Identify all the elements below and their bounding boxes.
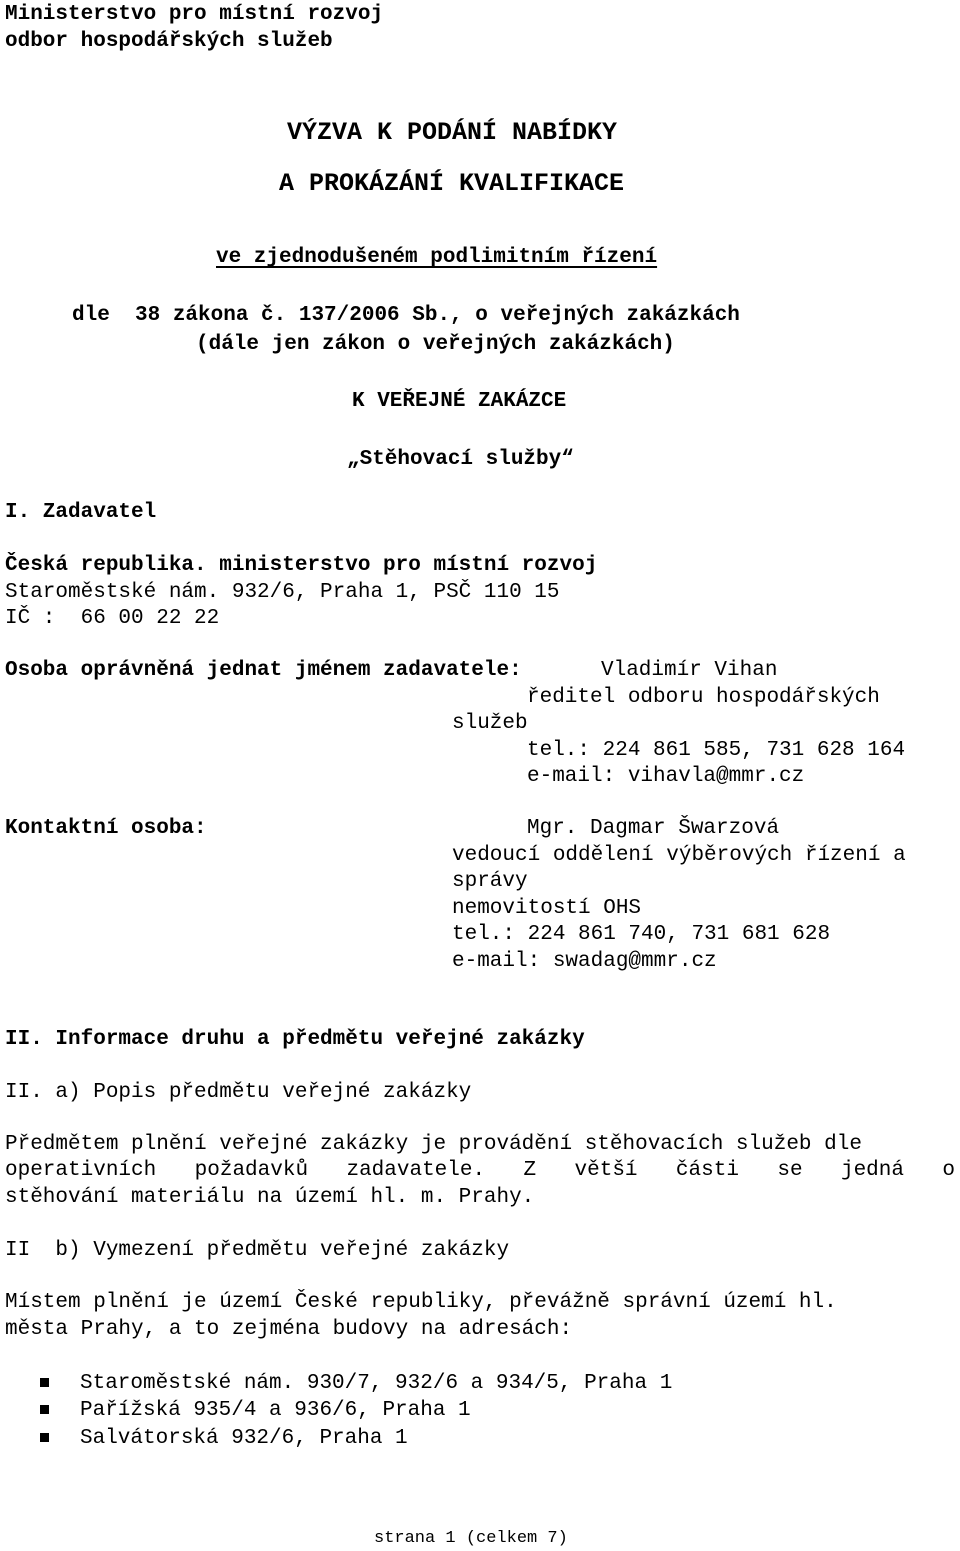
section-2a-heading: II. a) Popis předmětu veřejné zakázky	[5, 1081, 472, 1104]
law-reference-line-2: (dále jen zákon o veřejných zakázkách)	[196, 333, 675, 356]
list-item: Staroměstské nám. 930/7, 932/6 a 934/5, Praha 1	[80, 1372, 673, 1395]
law-reference-line-1: dle 38 zákona č. 137/2006 Sb., o veřejných zakázkách	[72, 304, 740, 327]
contact-person-email[interactable]: e-mail: swadag@mmr.cz	[452, 950, 717, 973]
header-ministry: Ministerstvo pro místní rozvoj	[5, 3, 384, 26]
procedure-type: ve zjednodušeném podlimitním řízení	[216, 246, 658, 269]
section-2b-heading: II b) Vymezení předmětu veřejné zakázky	[5, 1239, 510, 1262]
contact-person-role-1: vedoucí oddělení výběrových řízení a	[452, 844, 906, 867]
contact-person-phone: tel.: 224 861 740, 731 681 628	[452, 923, 831, 946]
authorized-person-role-1: ředitel odboru hospodářských	[527, 686, 880, 709]
contracting-authority-address: Staroměstské nám. 932/6, Praha 1, PSČ 110 15	[5, 581, 560, 604]
section-2-heading: II. Informace druhu a předmětu veřejné zakázky	[5, 1028, 585, 1051]
list-item: Salvátorská 932/6, Praha 1	[80, 1427, 408, 1450]
authorized-person-email[interactable]: e-mail: vihavla@mmr.cz	[527, 765, 805, 788]
page-number: strana 1 (celkem 7)	[374, 1529, 568, 1548]
authorized-person-role-2: služeb	[452, 712, 528, 735]
contact-person-role-3: nemovitostí OHS	[452, 897, 642, 920]
section-2b-text-line-2: města Prahy, a to zejména budovy na adresách:	[5, 1318, 573, 1341]
section-2b-text-line-1: Místem plnění je území České republiky, převážně správní území hl.	[5, 1291, 837, 1314]
authorized-person-name: Vladimír Vihan	[601, 659, 778, 682]
header-department: odbor hospodářských služeb	[5, 30, 333, 53]
contact-person-name: Mgr. Dagmar Šwarzová	[527, 817, 780, 840]
bullet-square-icon	[40, 1405, 49, 1414]
contract-heading: K VEŘEJNÉ ZAKÁZCE	[352, 390, 567, 413]
contracting-authority-name: Česká republika. ministerstvo pro místní rozvoj	[5, 554, 598, 577]
contract-name: „Stěhovací služby“	[347, 448, 574, 471]
authorized-person-phone: tel.: 224 861 585, 731 628 164	[527, 739, 906, 762]
contact-person-label: Kontaktní osoba:	[5, 817, 207, 840]
list-item: Pařížská 935/4 a 936/6, Praha 1	[80, 1399, 471, 1422]
section-1-heading: I. Zadavatel	[5, 501, 157, 524]
title-line-2: A PROKÁZÁNÍ KVALIFIKACE	[279, 169, 625, 198]
contact-person-role-2: správy	[452, 870, 528, 893]
title-line-1: VÝZVA K PODÁNÍ NABÍDKY	[287, 118, 618, 147]
bullet-square-icon	[40, 1433, 49, 1442]
bullet-square-icon	[40, 1378, 49, 1387]
section-2a-text-line-3: stěhování materiálu na území hl. m. Prahy.	[5, 1186, 535, 1209]
section-2a-text-line-1: Předmětem plnění veřejné zakázky je provádění stěhovacích služeb dle	[5, 1133, 862, 1156]
section-2a-text-line-2: operativních požadavků zadavatele. Z větší části se jedná o	[5, 1159, 955, 1182]
contracting-authority-ico: IČ : 66 00 22 22	[5, 607, 220, 630]
authorized-person-label: Osoba oprávněná jednat jménem zadavatele:	[5, 659, 522, 682]
